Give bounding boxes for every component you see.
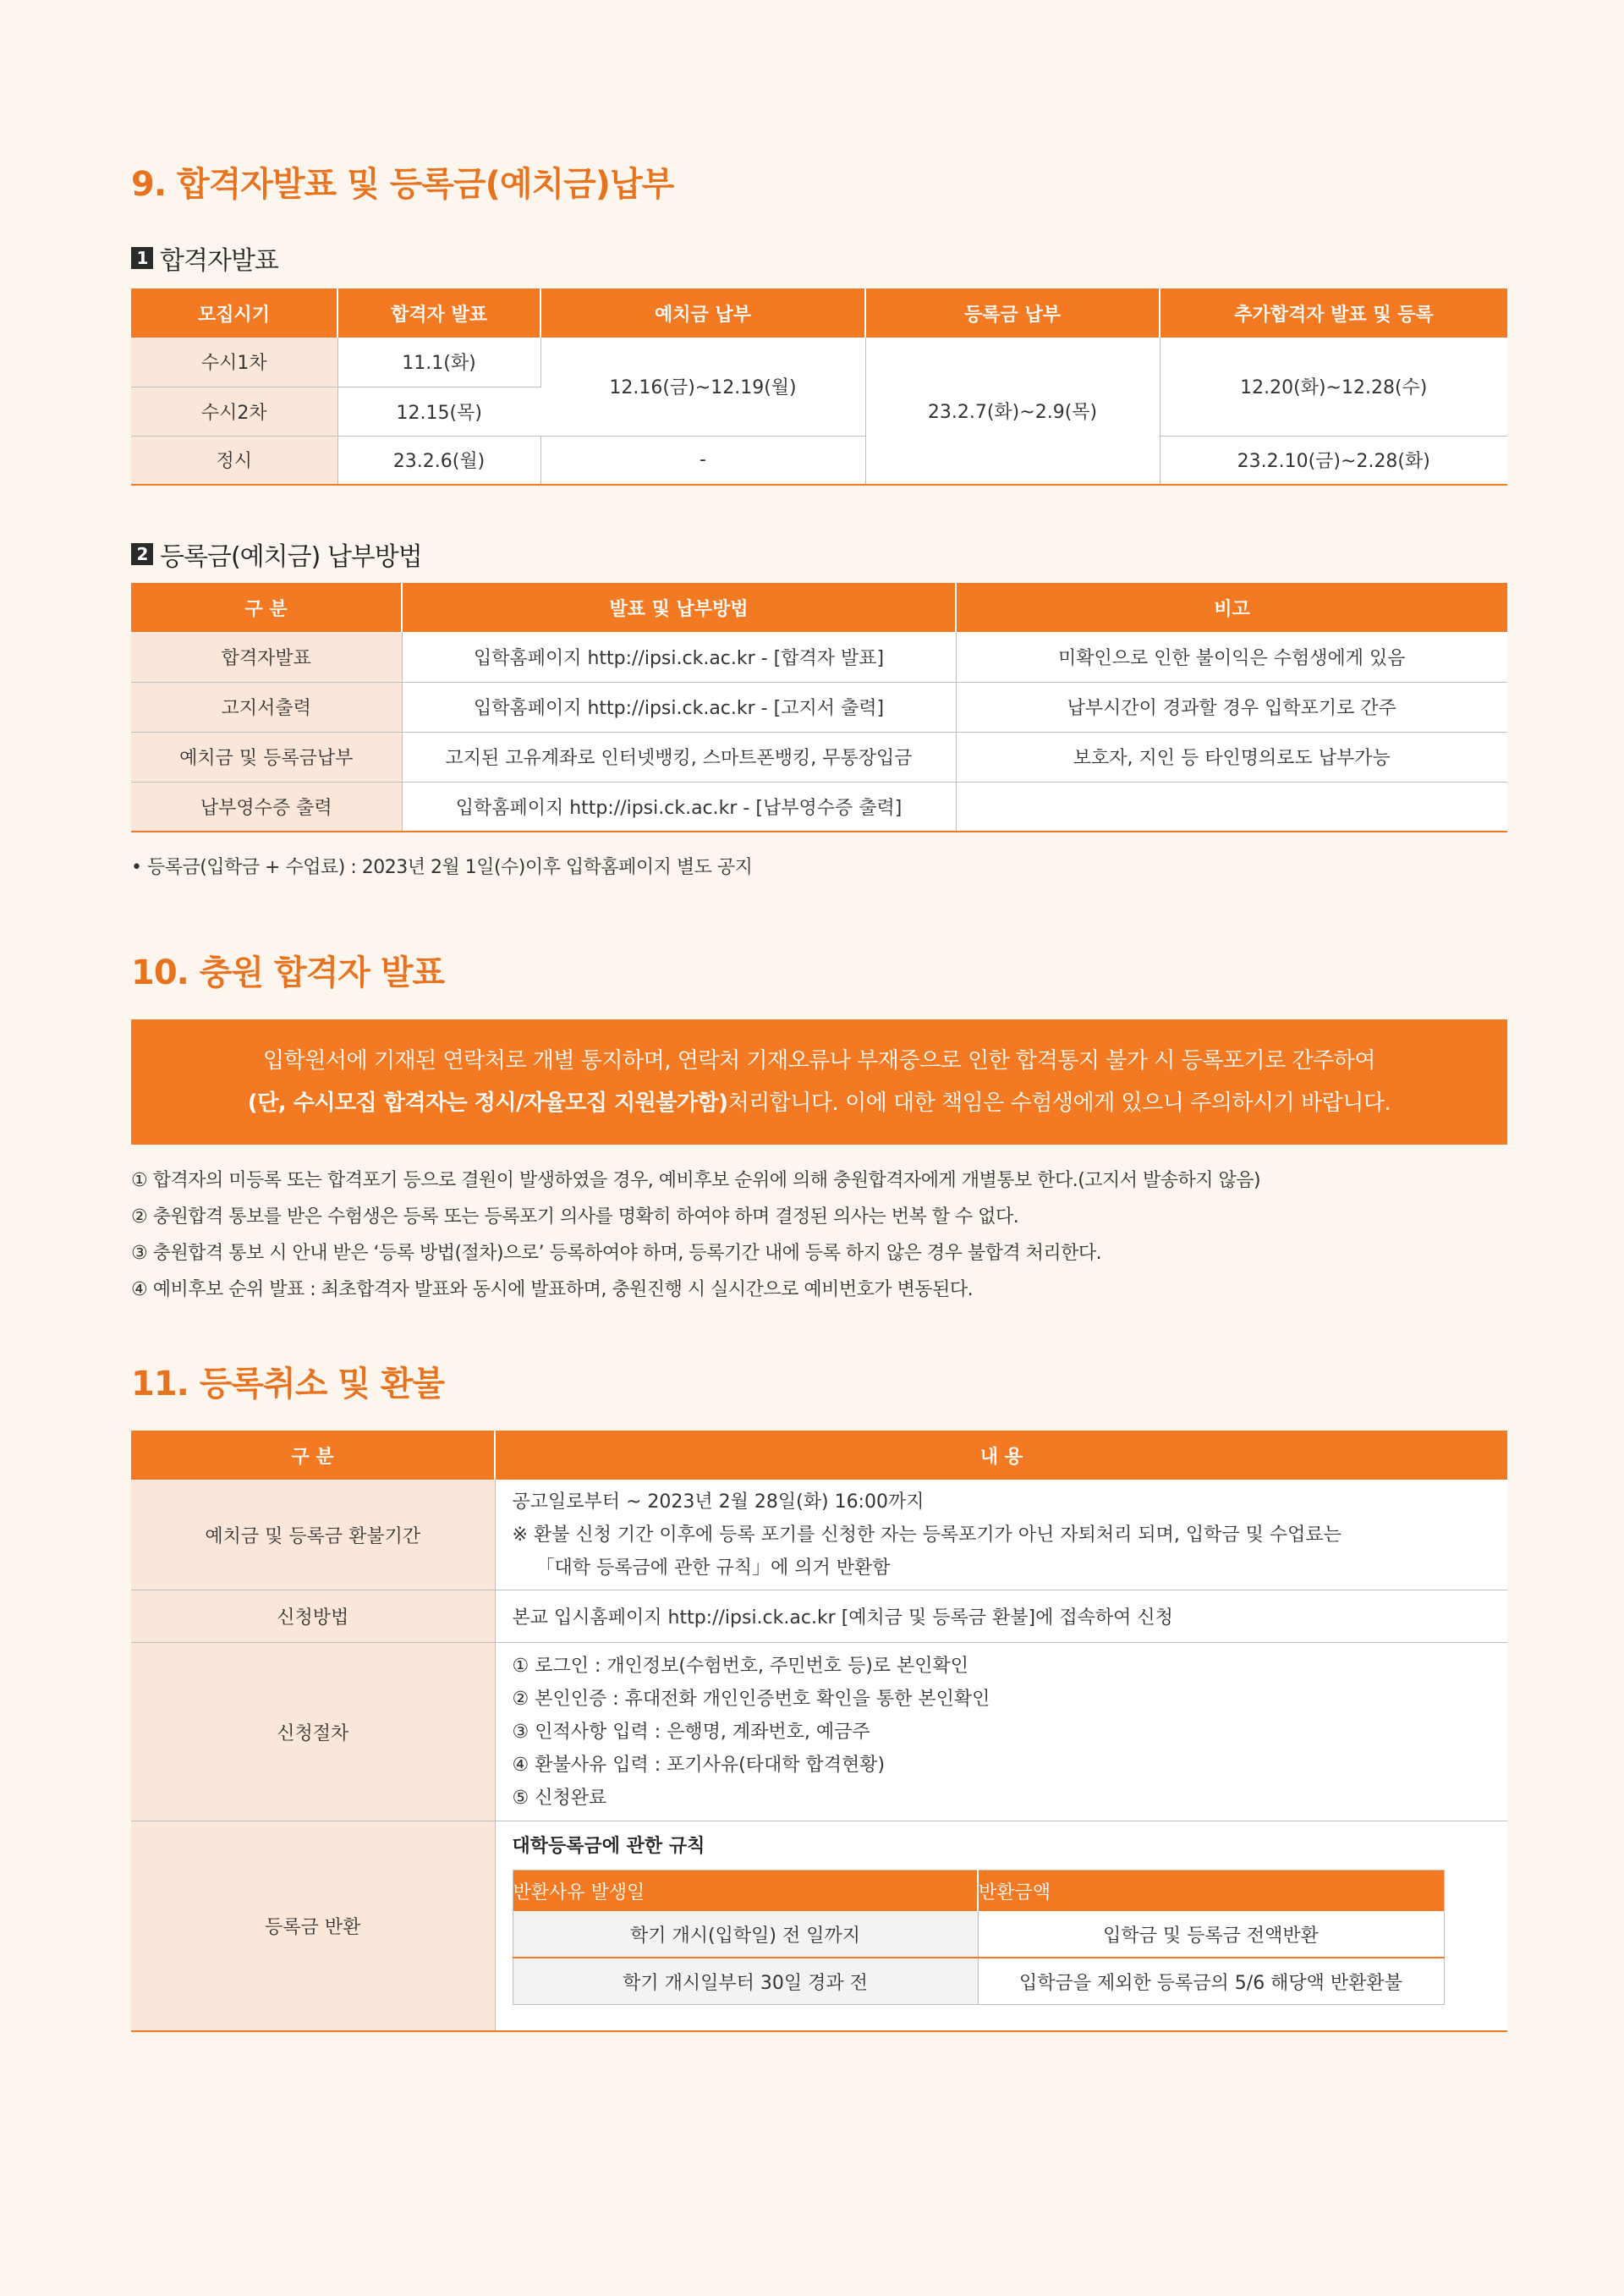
subsection-1-title: [131, 239, 278, 277]
cell-return: [495, 1821, 1507, 2032]
table-header: 모집시기: [131, 288, 337, 338]
cell-method: 입학홈페이지 http://ipsi.ck.ac.kr - [고지서 출력]: [402, 682, 956, 732]
cell-method: 본교 입시홈페이지 http://ipsi.ck.ac.kr [예치금 및 등록금 환불]에 접속하여 신청: [495, 1590, 1507, 1643]
section-10-title: 10. 충원 합격자 발표: [131, 953, 445, 992]
subsection-title-text: 합격자발표: [160, 246, 278, 276]
section-9-title: 9. 합격자발표 및 등록금(예치금)납부: [131, 165, 674, 204]
table-row: [513, 1911, 1444, 1958]
table-row: [131, 782, 1507, 832]
supplementary-notes-list: [131, 1162, 1260, 1308]
banner-line-2-text: 처리합니다. 이에 대한 책임은 수험생에게 있으니 주의하시기 바랍니다.: [727, 1090, 1391, 1116]
cell-announce: 23.2.6(월): [337, 436, 540, 485]
list-item: ③ 충원합격 통보 시 안내 받은 ‘등록 방법(절차)으로’ 등록하여야 하며, 등록기간 내에 등록 하지 않은 경우 불합격 처리한다.: [131, 1243, 1102, 1264]
table-header: 추가합격자 발표 및 등록: [1160, 288, 1507, 338]
row-label: 합격자발표: [131, 632, 402, 682]
cell-procedure: [495, 1643, 1507, 1821]
tuition-footnote: • 등록금(입학금 + 수업료) : 2023년 2월 1일(수)이후 입학홈페이지 별도 공지: [131, 857, 753, 878]
table-row: [131, 1590, 1507, 1643]
table-header: 내 용: [495, 1431, 1507, 1480]
rule-title: 대학등록금에 관한 규칙: [512, 1836, 705, 1857]
procedure-step: ① 로그인 : 개인정보(수험번호, 주민번호 등)로 본인확인: [512, 1655, 969, 1677]
cell-note: 납부시간이 경과할 경우 입학포기로 간주: [956, 682, 1507, 732]
table-row: [131, 732, 1507, 782]
cell-announce: 11.1(화): [337, 338, 540, 387]
return-rule-table: [513, 1870, 1445, 2005]
cell-amount: 입학금 및 등록금 전액반환: [978, 1911, 1444, 1958]
table-header: 등록금 납부: [865, 288, 1160, 338]
cell-refund-period: [495, 1480, 1507, 1590]
cell-deposit: -: [540, 436, 865, 485]
subsection-number-badge: 2: [131, 543, 153, 565]
table-header: 반환금액: [978, 1870, 1444, 1912]
procedure-step: ③ 인적사항 입력 : 은행명, 계좌번호, 예금주: [512, 1721, 870, 1743]
procedure-step: ⑤ 신청완료: [512, 1787, 607, 1809]
cell-extra-susi: 12.20(화)~12.28(수): [1160, 338, 1507, 436]
row-label: 예치금 및 등록금납부: [131, 732, 402, 782]
row-label: 등록금 반환: [131, 1821, 495, 2032]
cell-tuition: 23.2.7(화)~2.9(목): [865, 338, 1160, 485]
row-label: 고지서출력: [131, 682, 402, 732]
cell-when: 학기 개시(입학일) 전 일까지: [513, 1911, 978, 1958]
table-row: [131, 436, 1507, 485]
banner-line-2: [131, 1082, 1507, 1124]
banner-bold-text: (단, 수시모집 합격자는 정시/자율모집 지원불가함): [247, 1090, 728, 1116]
table-header: 반환사유 발생일: [513, 1870, 978, 1912]
refund-period-line: 공고일로부터 ~ 2023년 2월 28일(화) 16:00까지: [512, 1491, 924, 1513]
notice-banner: [131, 1019, 1507, 1145]
table-row: [513, 1958, 1444, 2005]
refund-period-line: 「대학 등록금에 관한 규칙」에 의거 반환함: [535, 1557, 891, 1579]
cell-method: 입학홈페이지 http://ipsi.ck.ac.kr - [합격자 발표]: [402, 632, 956, 682]
cell-note: [956, 782, 1507, 832]
cell-when: 학기 개시일부터 30일 경과 전: [513, 1958, 978, 2005]
row-label: 신청방법: [131, 1590, 495, 1643]
cell-method: 고지된 고유계좌로 인터넷뱅킹, 스마트폰뱅킹, 무통장입금: [402, 732, 956, 782]
cell-note: 미확인으로 인한 불이익은 수험생에게 있음: [956, 632, 1507, 682]
row-label: 정시: [131, 436, 337, 485]
table-row: [131, 1643, 1507, 1821]
cell-note: 보호자, 지인 등 타인명의로도 납부가능: [956, 732, 1507, 782]
table-header: 발표 및 납부방법: [402, 583, 956, 632]
cell-announce: 12.15(목): [337, 387, 540, 436]
row-label: 납부영수증 출력: [131, 782, 402, 832]
table-header: 예치금 납부: [540, 288, 865, 338]
table-row: [131, 1821, 1507, 2032]
row-label: 수시1차: [131, 338, 337, 387]
list-item: ④ 예비후보 순위 발표 : 최초합격자 발표와 동시에 발표하며, 충원진행 시 실시간으로 예비번호가 변동된다.: [131, 1279, 974, 1300]
subsection-2-title: [131, 536, 422, 573]
cell-amount: 입학금을 제외한 등록금의 5/6 해당액 반환환불: [978, 1958, 1444, 2005]
row-label: 예치금 및 등록금 환불기간: [131, 1480, 495, 1590]
table-header: 합격자 발표: [337, 288, 540, 338]
procedure-step: ④ 환불사유 입력 : 포기사유(타대학 합격현황): [512, 1754, 886, 1776]
table-row: [131, 1480, 1507, 1590]
list-item: ② 충원합격 통보를 받은 수험생은 등록 또는 등록포기 의사를 명확히 하여야 하며 결정된 의사는 번복 할 수 없다.: [131, 1206, 1019, 1228]
cell-deposit-susi: 12.16(금)~12.19(월): [540, 338, 865, 436]
table-header: 구 분: [131, 583, 402, 632]
row-label: 수시2차: [131, 387, 337, 436]
subsection-title-text: 등록금(예치금) 납부방법: [160, 542, 422, 572]
subsection-number-badge: 1: [131, 247, 153, 269]
table-row: [131, 682, 1507, 732]
table-row: [131, 632, 1507, 682]
table-header: 구 분: [131, 1431, 495, 1480]
refund-period-line: ※ 환불 신청 기간 이후에 등록 포기를 신청한 자는 등록포기가 아닌 자퇴처리 되며, 입학금 및 수업료는: [512, 1524, 1341, 1546]
section-11-title: 11. 등록취소 및 환불: [131, 1365, 445, 1403]
procedure-step: ② 본인인증 : 휴대전화 개인인증번호 확인을 통한 본인확인: [512, 1688, 990, 1710]
table-row: [131, 338, 1507, 387]
cell-extra: 23.2.10(금)~2.28(화): [1160, 436, 1507, 485]
table-header: 비고: [956, 583, 1507, 632]
announcement-schedule-table: [131, 288, 1507, 486]
payment-method-table: [131, 583, 1507, 832]
row-label: 신청절차: [131, 1643, 495, 1821]
banner-line-1: 입학원서에 기재된 연락처로 개별 통지하며, 연락처 기재오류나 부재중으로 인한 합격통지 불가 시 등록포기로 간주하여: [263, 1048, 1375, 1074]
list-item: ① 합격자의 미등록 또는 합격포기 등으로 결원이 발생하였을 경우, 예비후보 순위에 의해 충원합격자에게 개별통보 한다.(고지서 발송하지 않음): [131, 1170, 1261, 1191]
refund-table: [131, 1431, 1507, 2032]
cell-method: 입학홈페이지 http://ipsi.ck.ac.kr - [납부영수증 출력]: [402, 782, 956, 832]
